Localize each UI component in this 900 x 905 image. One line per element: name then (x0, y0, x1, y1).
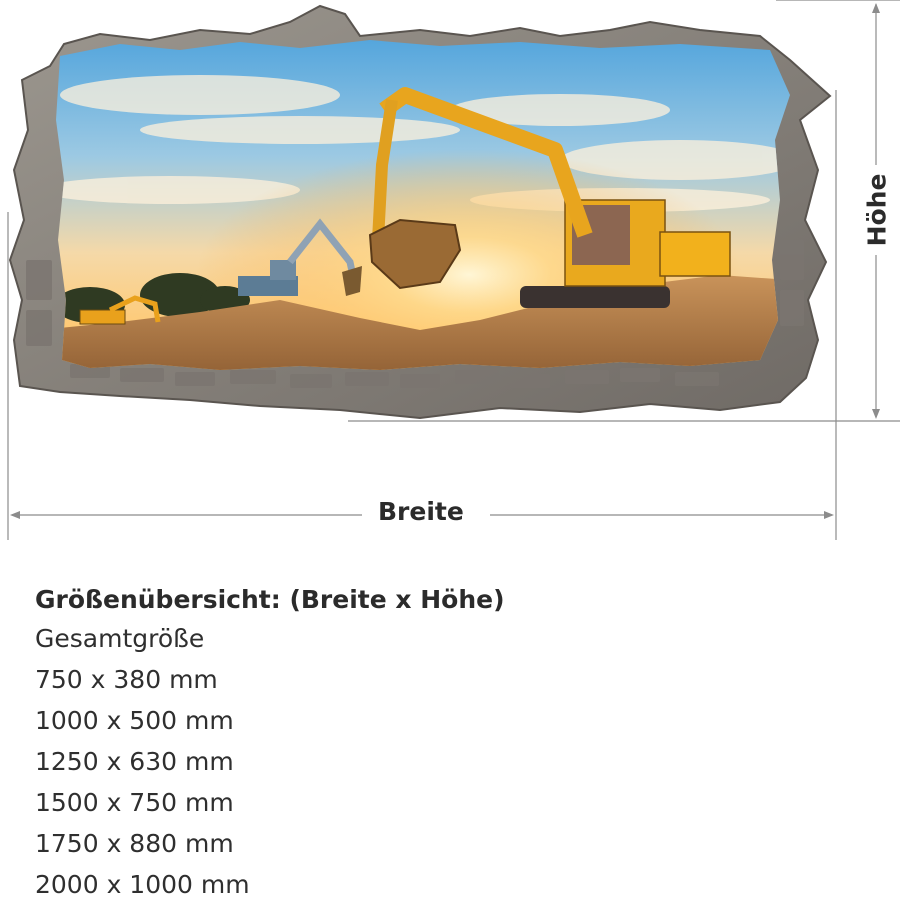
height-dimension-text: Höhe (863, 170, 892, 251)
size-option: 1500 x 750 mm (35, 788, 234, 817)
size-option: 1250 x 630 mm (35, 747, 234, 776)
size-option: 1000 x 500 mm (35, 706, 234, 735)
size-overview (35, 582, 655, 905)
size-option: 750 x 380 mm (35, 665, 218, 694)
size-overview-heading: Größenübersicht: (Breite x Höhe) (35, 585, 505, 614)
size-option: 1750 x 880 mm (35, 829, 234, 858)
size-total-label: Gesamtgröße (35, 624, 205, 653)
width-dimension-label: Breite (372, 497, 470, 526)
size-option: 2000 x 1000 mm (35, 870, 250, 899)
height-dimension-label (852, 170, 900, 250)
